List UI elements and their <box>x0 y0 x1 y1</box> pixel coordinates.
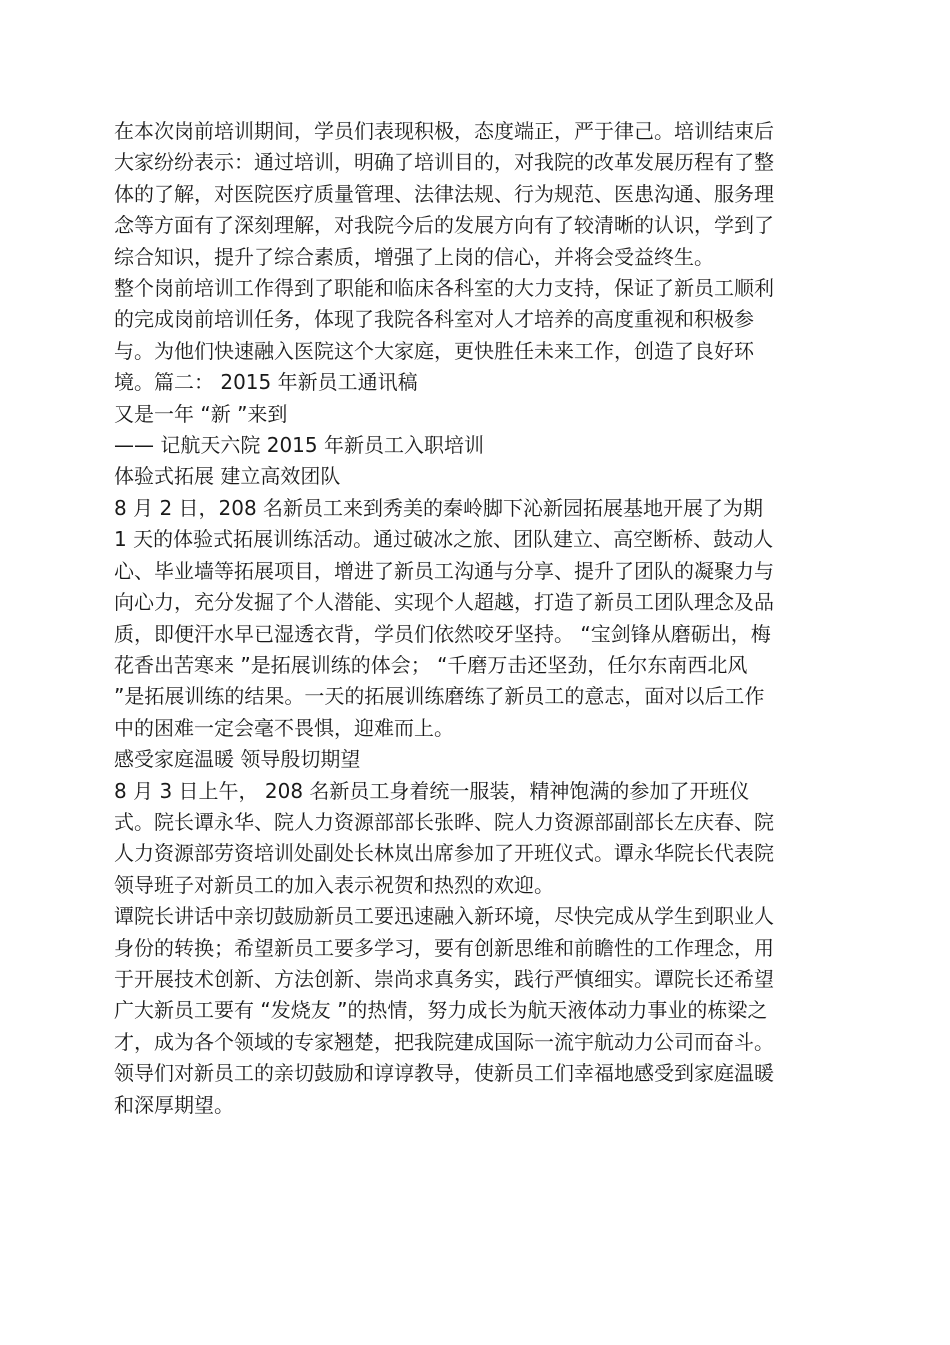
section-heading-expansion: 体验式拓展 建立高效团队 <box>114 464 341 489</box>
document-body <box>114 116 782 1121</box>
article-headline: 又是一年 “新 ”来到 <box>114 401 288 426</box>
paragraph-president-speech: 谭院长讲话中亲切鼓励新员工要迅速融入新环境，尽快完成从学生到职业人身份的转换；希望新员工要多学习，要有创新思维和前瞻性的工作理念，用于开展技术创新、方法创新、崇尚求真务实，践行严慎细实。谭院长还希望广大新员工要有 “发烧友 ”的热情，努力成长为航天液体动力事业的栋梁之才，成为各个领域的专家翘楚，把我院建成国际一流宇航动力公司而奋斗。领导们对新员工的亲切鼓励和谆谆教导，使新员工们幸福地感受到家庭温暖和深厚期望。 <box>114 904 774 1117</box>
article-subheadline: —— 记航天六院 2015 年新员工入职培训 <box>114 433 484 458</box>
paragraph-support-and-title: 整个岗前培训工作得到了职能和临床各科室的大力支持，保证了新员工顺利的完成岗前培训任务，体现了我院各科室对人才培养的高度重视和积极参与。为他们快速融入医院这个大家庭，更快胜任未来工作，创造了良好环境。篇二： 2015 年新员工通讯稿 <box>114 276 774 395</box>
section-heading-family: 感受家庭温暖 领导殷切期望 <box>114 747 361 772</box>
paragraph-training-summary: 在本次岗前培训期间，学员们表现积极，态度端正，严于律己。培训结束后大家纷纷表示：通过培训，明确了培训目的，对我院的改革发展历程有了整体的了解，对医院医疗质量管理、法律法规、行为规范、医患沟通、服务理念等方面有了深刻理解，对我院今后的发展方向有了较清晰的认识，学到了综合知识，提升了综合素质，增强了上岗的信心，并将会受益终生。 <box>114 119 774 269</box>
paragraph-opening-ceremony: 8 月 3 日上午， 208 名新员工身着统一服装，精神饱满的参加了开班仪式。院长谭永华、院人力资源部部长张晔、院人力资源部副部长左庆春、院人力资源部劳资培训处副处长林岚出席参加了开班仪式。谭永华院长代表院领导班子对新员工的加入表示祝贺和热烈的欢迎。 <box>114 778 774 897</box>
paragraph-expansion-training: 8 月 2 日，208 名新员工来到秀美的秦岭脚下沁新园拓展基地开展了为期 1 天的体验式拓展训练活动。通过破冰之旅、团队建立、高空断桥、鼓动人心、毕业墙等拓展项目，增进了新员工沟通与分享、提升了团队的凝聚力与向心力，充分发掘了个人潜能、实现个人超越，打造了新员工团队理念及品质，即便汗水早已湿透衣背，学员们依然咬牙坚持。 “宝剑锋从磨砺出，梅花香出苦寒来 ”是拓展训练的体会； “千磨万击还坚劲，任尔东南西北风 ”是拓展训练的结果。一天的拓展训练磨练了新员工的意志，面对以后工作中的困难一定会毫不畏惧，迎难而上。 <box>114 495 774 740</box>
